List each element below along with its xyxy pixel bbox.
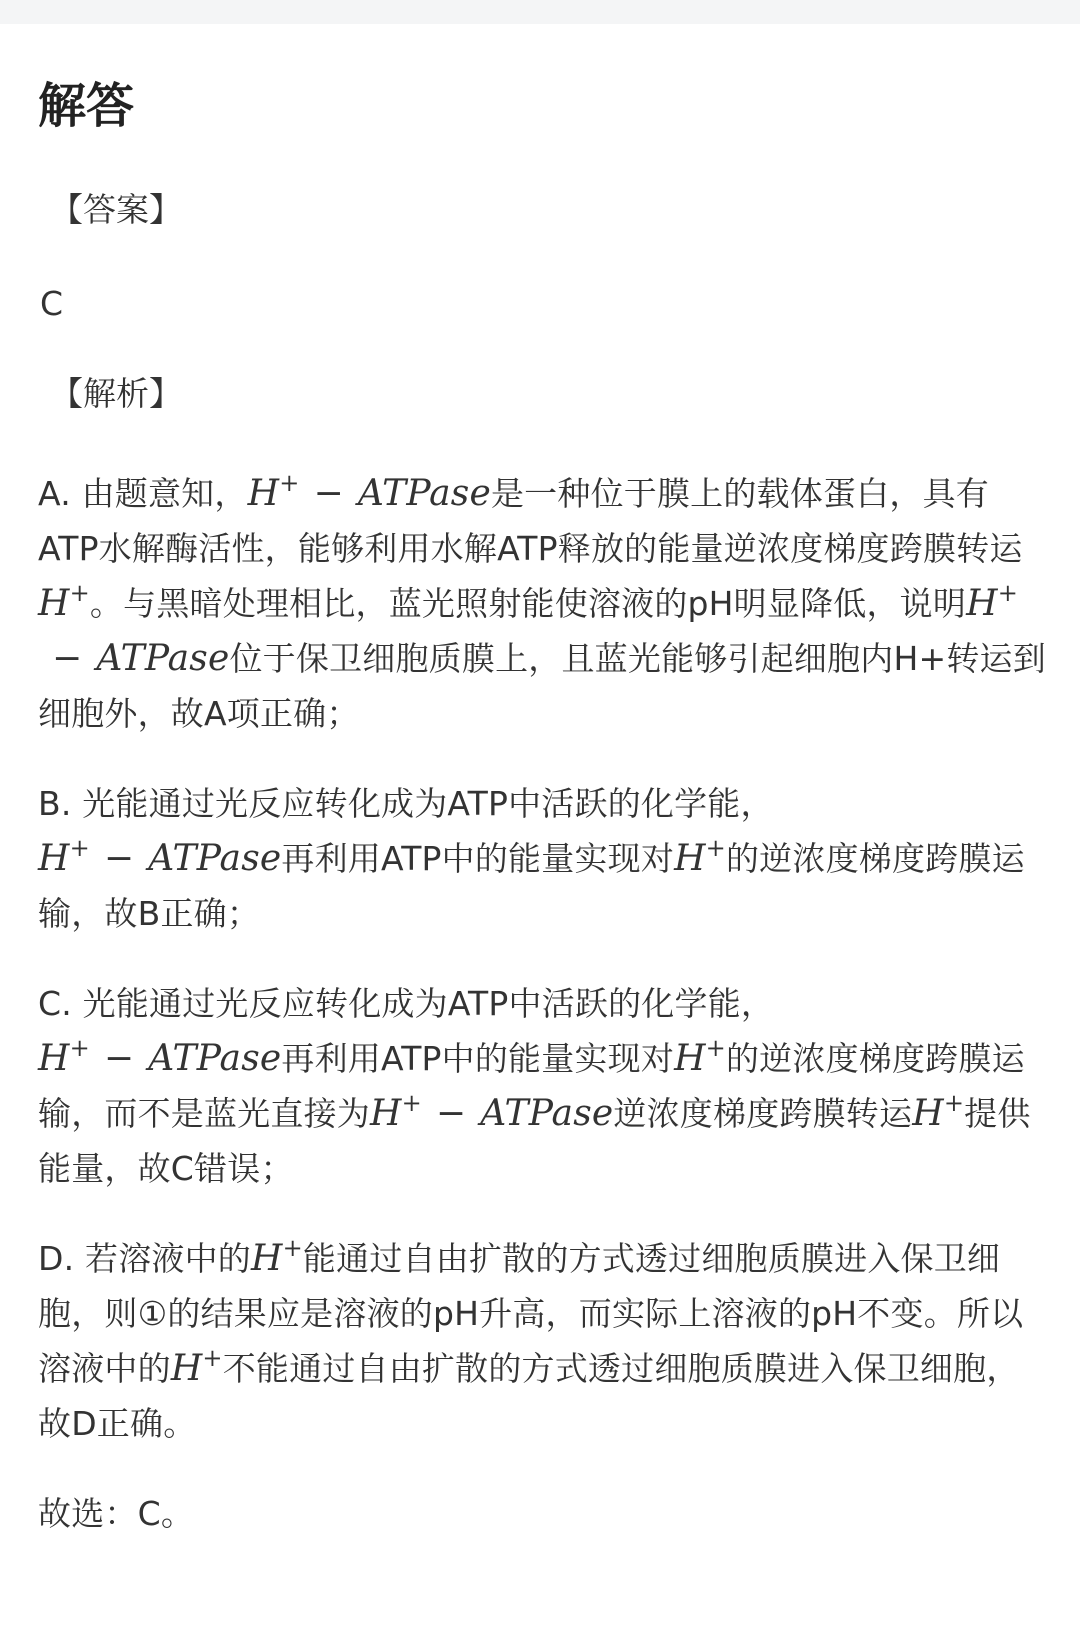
paragraph-text: C. 光能通过光反应转化成为ATP中活跃的化学能， <box>38 984 775 1023</box>
analysis-paragraph-d <box>38 1231 1048 1451</box>
math-h-plus: H+ <box>674 834 726 879</box>
conclusion: 故选：C。 <box>38 1494 195 1533</box>
paragraph-text: 位于保卫细胞质膜上，且蓝光能够引起细胞内H+转运到细胞外，故A项正确； <box>38 639 1046 733</box>
paragraph-text: 的逆浓度梯度跨膜运输，而不是蓝光直接为 <box>38 1039 1025 1133</box>
paragraph-text: 逆浓度梯度跨膜转运 <box>613 1094 913 1133</box>
math-h-plus: H+ <box>170 1344 223 1389</box>
paragraph-text: B. 光能通过光反应转化成为ATP中活跃的化学能， <box>38 784 774 823</box>
solution-content <box>38 76 1048 1576</box>
paragraph-text: A. 由题意知， <box>38 474 248 513</box>
math-h-atpase: H+ − ATPase <box>247 469 491 514</box>
math-h-atpase: H+ − ATPase <box>38 834 282 879</box>
paragraph-text: 再利用ATP中的能量实现对 <box>281 1039 675 1078</box>
math-h-atpase: H+ − ATPase <box>370 1089 614 1134</box>
math-h-atpase: H+ − ATPase <box>38 1034 282 1079</box>
analysis-paragraph-b <box>38 776 1048 941</box>
paragraph-text: 再利用ATP中的能量实现对 <box>281 839 675 878</box>
math-h-atpase: H+− ATPase <box>52 579 1019 679</box>
analysis-paragraph-c <box>38 976 1048 1196</box>
answer-value: C <box>40 284 64 323</box>
paragraph-text: 不能通过自由扩散的方式透过细胞质膜进入保卫细胞，故D正确。 <box>38 1349 1020 1443</box>
paragraph-text: 能通过自由扩散的方式透过细胞质膜进入保卫细胞，则①的结果应是溶液的pH升高，而实际上溶液的pH不变。所以溶液中的 <box>38 1239 1024 1388</box>
paragraph-text: 的逆浓度梯度跨膜运输，故B正确； <box>38 839 1025 933</box>
math-h-plus: H+ <box>251 1234 303 1279</box>
paragraph-text: 。与黑暗处理相比，蓝光照射能使溶液的pH明显降低，说明 <box>89 584 967 623</box>
paragraph-text: 是一种位于膜上的载体蛋白，具有ATP水解酶活性，能够利用水解ATP释放的能量逆浓度梯度跨膜转运 <box>38 474 1023 568</box>
math-h-plus: H+ <box>674 1034 726 1079</box>
math-h-plus: H+ <box>912 1089 965 1134</box>
analysis-label: 【解析】 <box>50 374 182 413</box>
analysis-paragraph-a <box>38 466 1048 741</box>
page-title: 解答 <box>38 78 135 134</box>
answer-label: 【答案】 <box>50 190 182 229</box>
paragraph-text: D. 若溶液中的 <box>38 1239 251 1278</box>
math-h-plus: H+ <box>38 579 90 624</box>
top-band <box>0 0 1080 24</box>
paragraph-text: 提供能量，故C错误； <box>38 1094 1031 1188</box>
